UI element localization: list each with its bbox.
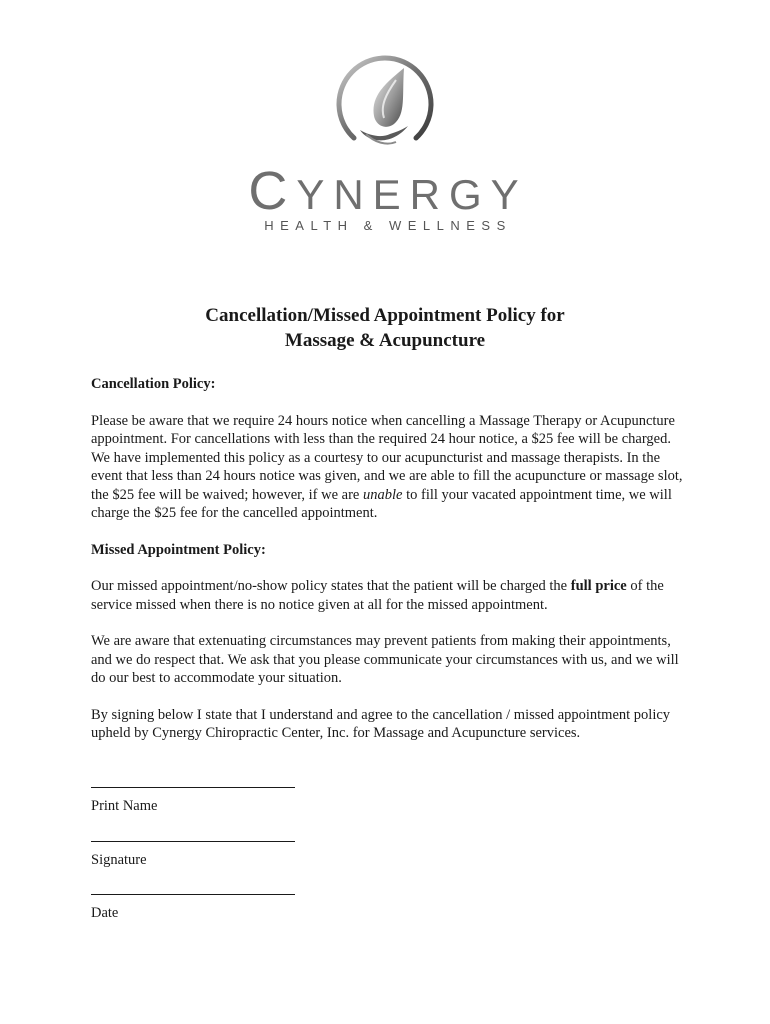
missed-paragraph-2: We are aware that extenuating circumstances may prevent patients from making their appointments, and we do respect that. We ask that you please communicate your circumstances with us, and we will do our best to accommodate your situation. — [91, 633, 679, 686]
print-name-line[interactable] — [91, 787, 295, 788]
cancellation-text-2: to fill your vacated appointment time, we will charge the $25 fee for the cancelled appointment. — [91, 486, 672, 521]
missed-heading: Missed Appointment Policy: — [91, 541, 266, 558]
signature-line[interactable] — [91, 841, 295, 842]
document-title-line-2: Massage & Acupuncture — [284, 330, 486, 351]
cancellation-emphasis: unable — [363, 486, 403, 503]
logo — [0, 50, 770, 160]
print-name-label: Print Name — [91, 798, 158, 814]
print-name-field — [91, 787, 391, 815]
brand-name — [0, 161, 770, 221]
cancellation-heading: Cancellation Policy: — [91, 376, 216, 392]
missed-text-1: Our missed appointment/no-show policy states that the patient will be charged the — [91, 578, 571, 594]
date-field — [91, 894, 391, 922]
flame-in-hands-circle-icon — [330, 50, 440, 160]
agreement-paragraph: By signing below I state that I understand and agree to the cancellation / missed appointment policy upheld by Cynergy Chiropractic Center, Inc. for Massage and Acupuncture services. — [91, 706, 671, 741]
signature-label: Signature — [91, 852, 147, 868]
date-label: Date — [91, 905, 119, 921]
brand-tagline: HEALTH & WELLNESS — [264, 218, 512, 233]
date-line[interactable] — [91, 894, 295, 895]
brand-name-initial: C — [248, 161, 297, 221]
document-title — [0, 303, 770, 353]
policy-content — [91, 375, 691, 761]
cancellation-paragraph — [91, 412, 691, 523]
brand-name-rest: YNERGY — [296, 171, 528, 218]
missed-text-2: of the service missed when there is no notice given at all for the missed appointment. — [91, 578, 664, 613]
cancellation-text-1: Please be aware that we require 24 hours notice when cancelling a Massage Therapy or Acupuncture appointment. For cancellations with less than the required 24 hour notice, a $25 fee will be charged. We have implemented this policy as a courtesy to our acupuncturist and massage therapists. In the event that less than 24 hours notice was given, and we are able to fill the acupuncture or massage slot, the $25 fee will be waived; however, if we are — [91, 412, 683, 503]
document-title-line-1: Cancellation/Missed Appointment Policy for — [205, 305, 565, 326]
missed-paragraph-1 — [91, 577, 691, 614]
missed-bold: full price — [570, 578, 627, 594]
signature-field — [91, 841, 391, 869]
